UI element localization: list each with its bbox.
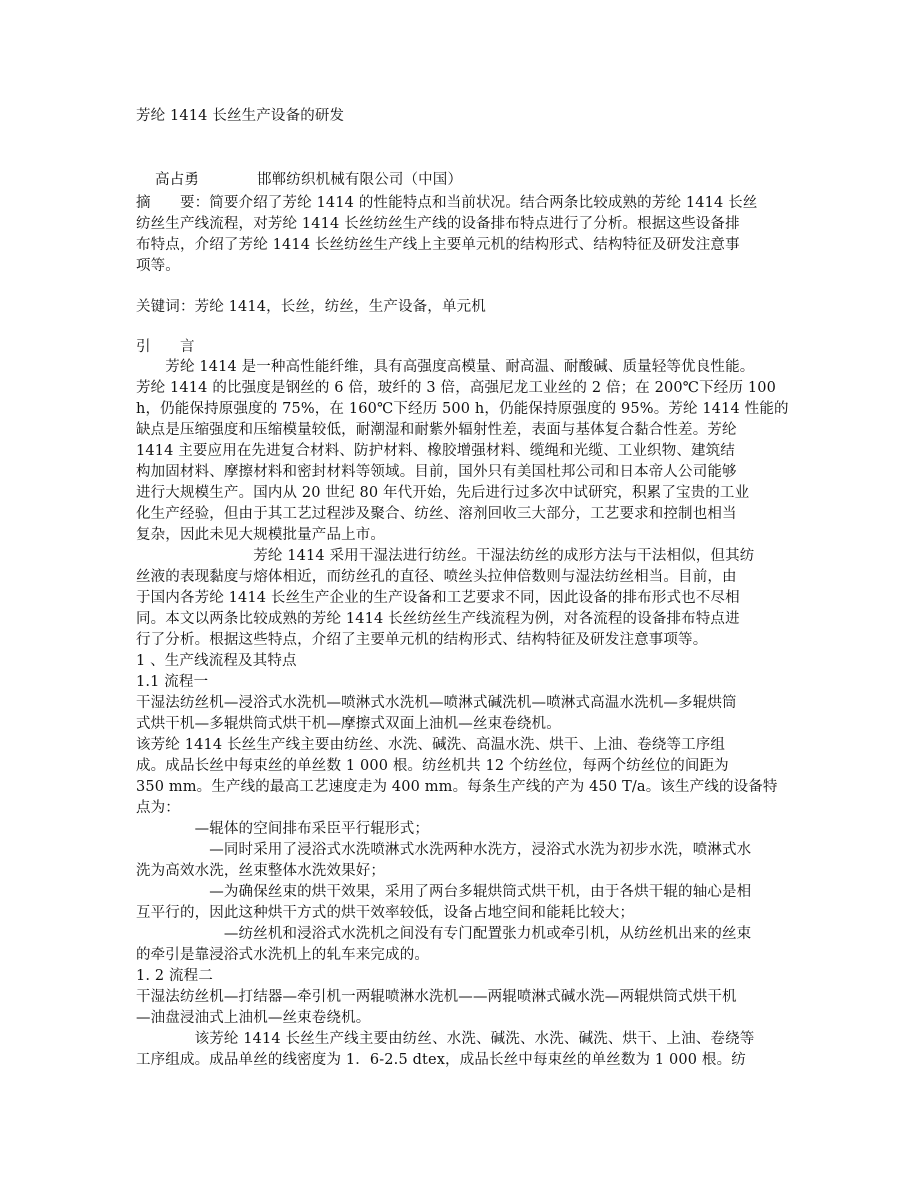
body-line: 该芳纶 1414 长丝生产线主要由纺丝、水洗、碱洗、高温水洗、烘干、上油、卷绕等工序组 <box>136 737 726 753</box>
body-line: 进行大规模生产。国内从 20 世纪 80 年代开始，先后进行过多次中试研究，积累了宝贵的工业 <box>136 485 750 501</box>
body-line: 丝液的表现黏度与熔体相近，而纺丝孔的直径、喷丝头拉伸倍数则与湿法纺丝相当。目前，由 <box>136 569 737 585</box>
abstract-line: 布特点，介绍了芳纶 1414 长丝纺丝生产线上主要单元机的结构形式、结构特征及研发注意事 <box>136 237 740 253</box>
body-line: 工序组成。成品单丝的线密度为 1．6-2.5 dtex，成品长丝中每束丝的单丝数为 1 000 根。纺 <box>136 1052 746 1068</box>
body-line: h，仍能保持原强度的 75%，在 160℃下经历 500 h，仍能保持原强度的 95%。芳纶 1414 性能的 <box>136 401 789 417</box>
body-line: —为确保丝束的烘干效果，采用了两台多辊烘筒式烘干机，由于各烘干辊的轴心是相 <box>136 884 752 900</box>
body-line: —同时采用了浸浴式水洗喷淋式水洗两种水洗方，浸浴式水洗为初步水洗，喷淋式水 <box>136 842 752 858</box>
body-line: —纺丝机和浸浴式水洗机之间没有专门配置张力机或牵引机，从纺丝机出来的丝束 <box>136 926 752 942</box>
body-line: 350 mm。生产线的最高工艺速度走为 400 mm。每条生产线的产为 450 T/a。该生产线的设备特 <box>136 779 778 795</box>
author-affiliation: 邯郸纺织机械有限公司（中国） <box>257 172 463 188</box>
author-name: 高占勇 <box>155 172 199 188</box>
subsection-heading: 1.1 流程一 <box>136 674 209 690</box>
body-line: 的牵引是靠浸浴式水洗机上的轧车来完成的。 <box>136 947 429 963</box>
body-line: 化生产经验，但由于其工艺过程涉及聚合、纺丝、溶剂回收三大部分，工艺要求和控制也相当 <box>136 506 737 522</box>
body-line: —油盘浸油式上油机—丝束卷绕机。 <box>136 1010 371 1026</box>
body-line: 该芳纶 1414 长丝生产线主要由纺丝、水洗、碱洗、水洗、碱洗、烘干、上油、卷绕等 <box>136 1031 755 1047</box>
body-line: 缺点是压缩强度和压缩模量较低，耐潮湿和耐紫外辐射性差，表面与基体复合黏合性差。芳纶 <box>136 422 737 438</box>
body-line: 构加固材料、摩擦材料和密封材料等领域。目前，国外只有美国杜邦公司和日本帝人公司能够 <box>136 464 737 480</box>
body-line: 芳纶 1414 是一种高性能纤维，具有高强度高模量、耐高温、耐酸碱、质量轻等优良性能。 <box>136 359 755 375</box>
subsection-heading: 1. 2 流程二 <box>136 968 213 984</box>
body-line: 干湿法纺丝机—浸浴式水洗机—喷淋式水洗机—喷淋式碱洗机—喷淋式高温水洗机—多辊烘筒 <box>136 695 737 711</box>
abstract-line: 摘 要：简要介绍了芳纶 1414 的性能特点和当前状况。结合两条比较成熟的芳纶 1414 长丝 <box>136 195 758 211</box>
body-line: 式烘干机—多辊烘筒式烘干机—摩擦式双面上油机—丝束卷绕机。 <box>136 716 561 732</box>
body-line: 于国内各芳纶 1414 长丝生产企业的生产设备和工艺要求不同，因此设备的排布形式也不尽相 <box>136 590 740 606</box>
body-line: 成。成品长丝中每束丝的单丝数 1 000 根。纺丝机共 12 个纺丝位，每两个纺丝位的间距为 <box>136 758 729 774</box>
body-line: 干湿法纺丝机—打结器—牵引机一两辊喷淋水洗机——两辊喷淋式碱水洗—两辊烘筒式烘干机 <box>136 989 737 1005</box>
paper-title: 芳纶 1414 长丝生产设备的研发 <box>136 108 345 124</box>
body-line: 1414 主要应用在先进复合材料、防护材料、橡胶增强材料、缆绳和光缆、工业织物、建筑结 <box>136 443 735 459</box>
body-line: 同。本文以两条比较成熟的芳纶 1414 长丝纺丝生产线流程为例，对各流程的设备排布特点进 <box>136 611 740 627</box>
body-line: 复杂，因此未见大规模批量产品上市。 <box>136 527 386 543</box>
keywords: 关键词：芳纶 1414，长丝，纺丝，生产设备，单元机 <box>136 299 486 315</box>
body-line: 洗为高效水洗，丝束整体水洗效果好； <box>136 863 386 879</box>
body-line: 芳纶 1414 采用干湿法进行纺丝。干湿法纺丝的成形方法与干法相似，但其纺 <box>136 548 755 564</box>
abstract-line: 纺丝生产线流程，对芳纶 1414 长丝纺丝生产线的设备排布特点进行了分析。根据这些设备排 <box>136 216 740 232</box>
body-line: 芳纶 1414 的比强度是钢丝的 6 倍，玻纤的 3 倍，高强尼龙工业丝的 2 倍；在 200℃下经历 100 <box>136 380 776 396</box>
section-heading: 1 、生产线流程及其特点 <box>136 653 297 669</box>
body-line: 行了分析。根据这些特点，介绍了主要单元机的结构形式、结构特征及研发注意事项等。 <box>136 632 708 648</box>
abstract-line: 项等。 <box>136 258 180 274</box>
body-line: 互平行的，因此这种烘干方式的烘干效率较低，设备占地空间和能耗比较大； <box>136 905 635 921</box>
body-line: —辊体的空间排布采臣平行辊形式； <box>136 821 429 837</box>
body-line: 点为： <box>136 800 180 816</box>
intro-heading: 引 言 <box>136 339 195 355</box>
